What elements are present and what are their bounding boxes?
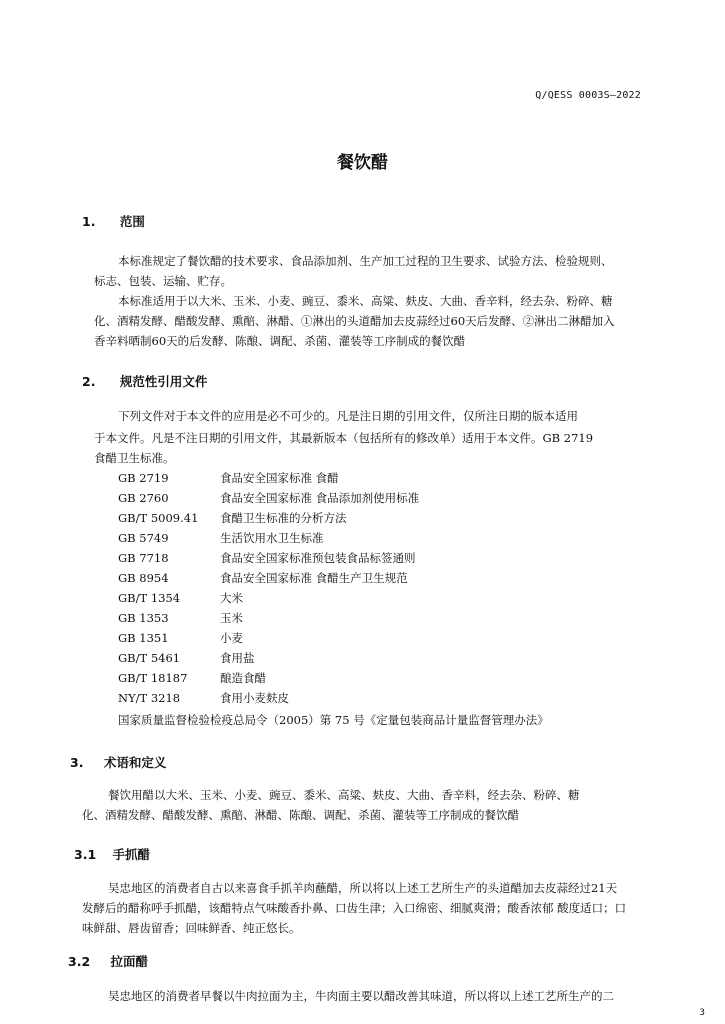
paragraph-line: 吴忠地区的消费者自古以来喜食手抓羊肉蘸醋，所以将以上述工艺所生产的头道醋加去皮蒜经过21天 [108,881,618,895]
section-1-heading [82,212,145,230]
paragraph-line: 吴忠地区的消费者早餐以牛肉拉面为主，牛肉面主要以醋改善其味道，所以将以上述工艺所生产的二 [108,989,614,1003]
paragraph-line: 标志、包装、运输、贮存。 [94,274,232,288]
paragraph-line: 发酵后的醋称呼手抓醋，该醋特点气味酸香扑鼻、口齿生津；入口绵密、细腻爽滑；酸香浓郁 酸度适口；口 [82,901,627,915]
section-number: 3. [70,755,84,770]
reference-title: 小麦 [220,631,243,645]
reference-code: GB 2760 [118,491,169,505]
section-title: 规范性引用文件 [119,374,208,389]
section-title: 手抓醋 [112,847,151,862]
paragraph-line: 化、酒精发酵、醋酸发酵、熏醅、淋醋、陈酿、调配、杀菌、灌装等工序制成的餐饮醋 [82,808,519,822]
paragraph-line: 味鲜甜、唇齿留香；回味鲜香、纯正悠长。 [82,921,301,935]
reference-title: 酿造食醋 [220,671,266,685]
reference-item [118,670,266,686]
reference-title: 食品安全国家标准 食醋生产卫生规范 [220,571,408,585]
paragraph-line: 于本文件。凡是不注日期的引用文件，其最新版本（包括所有的修改单）适用于本文件。GB 2719 [94,431,594,445]
section-number: 1. [82,214,96,229]
section-3-heading [70,753,166,771]
reference-title: 食品安全国家标准预包装食品标签通则 [220,551,416,565]
reference-title: 大米 [220,591,243,605]
reference-item [118,610,243,626]
reference-code: GB/T 1354 [118,591,181,605]
reference-note: 国家质量监督检验检疫总局令（2005）第 75 号《定量包装商品计量监督管理办法》 [118,713,549,727]
reference-title: 食品安全国家标准 食醋 [220,471,339,485]
reference-code: GB 8954 [118,571,169,585]
reference-code: GB 1351 [118,631,169,645]
reference-title: 食品安全国家标准 食品添加剂使用标准 [220,491,420,505]
section-number: 3.1 [74,847,97,862]
reference-item [118,530,324,546]
section-3-2-heading [68,952,148,970]
reference-title: 食用小麦麸皮 [220,691,289,705]
page-number: 3 [699,1008,705,1018]
section-title: 范围 [119,214,145,229]
paragraph-line: 餐饮用醋以大米、玉米、小麦、豌豆、黍米、高粱、麸皮、大曲、香辛料，经去杂、粉碎、糖 [108,788,580,802]
paragraph-line: 本标准规定了餐饮醋的技术要求、食品添加剂、生产加工过程的卫生要求、试验方法、检验规则、 [118,254,613,268]
reference-item [118,650,255,666]
page-title: 餐饮醋 [337,153,388,173]
reference-item [118,570,408,586]
reference-code: GB 5749 [118,531,169,545]
reference-item [118,510,347,526]
paragraph-line: 香辛料晒制60天的后发酵、陈酿、调配、杀菌、灌装等工序制成的餐饮醋 [94,334,466,348]
reference-item [118,630,243,646]
reference-item [118,690,289,706]
reference-code: GB/T 5009.41 [118,511,199,525]
reference-code: GB 7718 [118,551,169,565]
reference-item [118,490,419,506]
section-title: 术语和定义 [103,755,167,770]
reference-item [118,550,416,566]
reference-item [118,470,339,486]
reference-code: GB/T 5461 [118,651,181,665]
paragraph-line: 食醋卫生标准。 [94,451,175,465]
paragraph-line: 下列文件对于本文件的应用是必不可少的。凡是注日期的引用文件，仅所注日期的版本适用 [118,409,578,423]
section-2-heading [82,372,207,390]
reference-code: NY/T 3218 [118,691,181,705]
reference-code: GB 2719 [118,471,169,485]
reference-title: 玉米 [220,611,243,625]
reference-title: 生活饮用水卫生标准 [220,531,324,545]
reference-code: GB/T 18187 [118,671,188,685]
paragraph-line: 本标准适用于以大米、玉米、小麦、豌豆、黍米、高粱、麸皮、大曲、香辛料，经去杂、粉碎、糖 [118,294,613,308]
document-number: Q/QESS 0003S—2022 [535,90,641,101]
reference-title: 食醋卫生标准的分析方法 [220,511,347,525]
section-number: 3.2 [68,954,91,969]
paragraph-line: 化、酒精发酵、醋酸发酵、熏醅、淋醋、①淋出的头道醋加去皮蒜经过60天后发酵、②淋出二淋醋加入 [94,314,615,328]
section-title: 拉面醋 [110,954,149,969]
reference-code: GB 1353 [118,611,169,625]
section-3-1-heading [74,845,150,863]
reference-item [118,590,243,606]
section-number: 2. [82,374,96,389]
reference-title: 食用盐 [220,651,255,665]
